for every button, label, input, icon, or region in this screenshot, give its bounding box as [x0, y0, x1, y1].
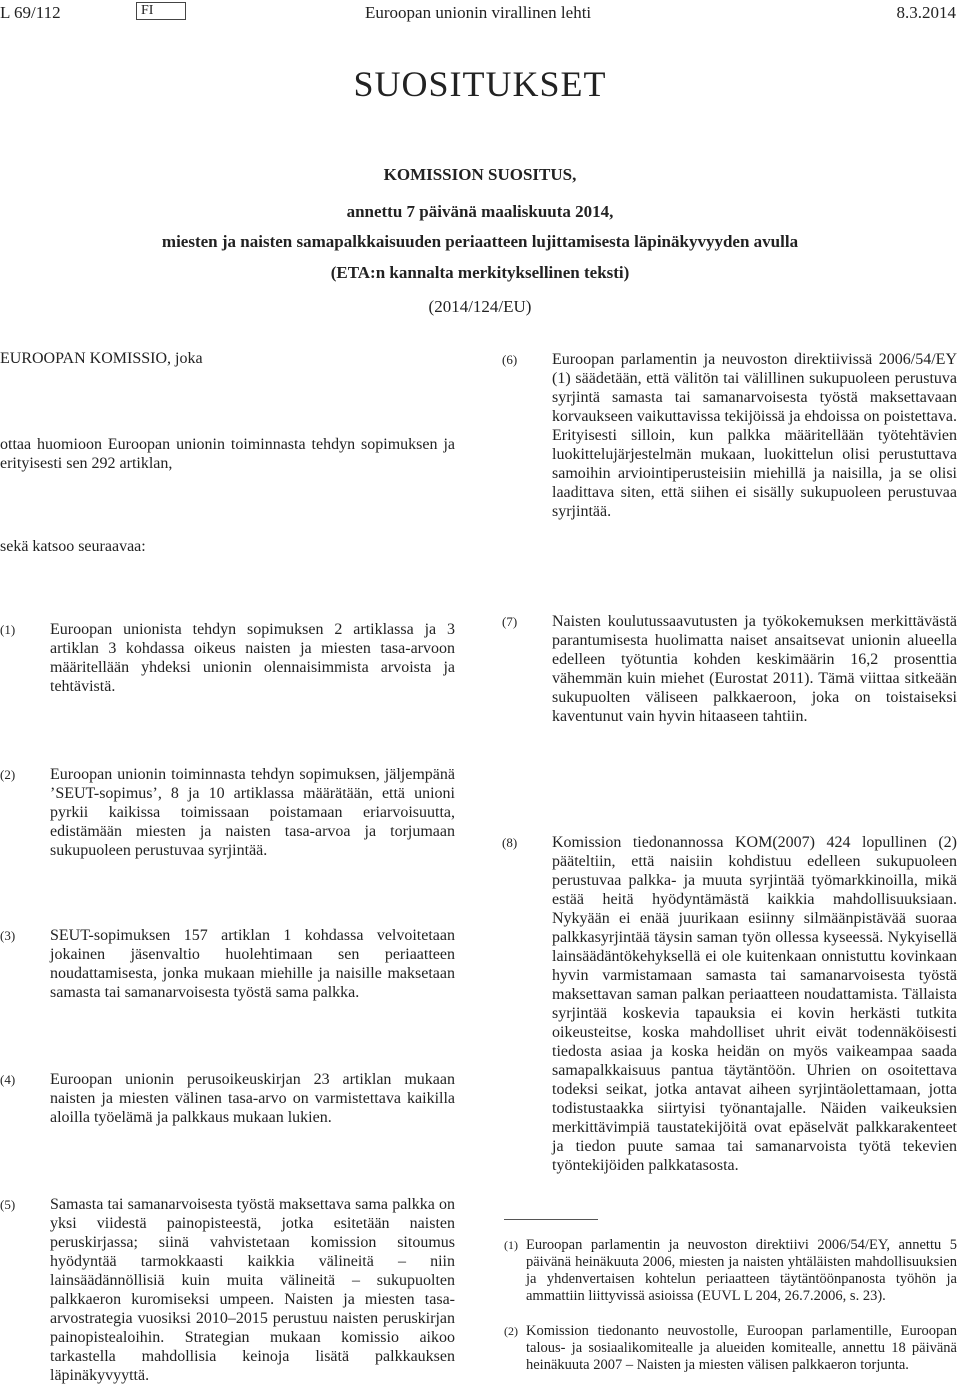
preamble-having-regard: ottaa huomioon Euroopan unionin toiminnasta tehdyn sopimuksen ja erityisesti sen 292 artiklan,	[0, 436, 455, 472]
preamble-author: EUROOPAN KOMISSIO, joka	[0, 350, 203, 367]
act-subject: miesten ja naisten samapalkkaisuuden periaatteen lujittamisesta läpinäkyvyyden avulla	[161, 232, 799, 251]
recital-text: Euroopan unionista tehdyn sopimuksen 2 artiklassa ja 3 artiklan 3 kohdassa oikeus naisten ja miesten tasa-arvoon määritellään yhdeksi unionin olennaisimmista arvoista ja tehtävistä.	[50, 621, 455, 695]
recital-number: (4)	[0, 1072, 16, 1087]
language-badge: FI	[136, 2, 186, 20]
act-reference: (2014/124/EU)	[428, 297, 532, 316]
footnote-text: Komission tiedonanto neuvostolle, Euroopan parlamentille, Euroopan talous- ja sosiaalikomitealle ja alueiden komitealle, annettu 18 päivänä heinäkuuta 2007 – Naisten ja miesten välisen palkkaeron torjunta.	[526, 1323, 957, 1373]
eea-relevance: (ETA:n kannalta merkityksellinen teksti)	[330, 263, 630, 282]
recital-text: Euroopan parlamentin ja neuvoston direktiivissä 2006/54/EY (1) säädetään, että välitön tai välillinen sukupuoleen perustuva syrjintä samasta tai samanarvoisesta työstä maksettavaan korvaukseen vaikuttavissa tekijöissä ja ehdoissa on poistettava. Erityisesti silloin, kun palkka määritellään työtehtävien luokittelujärjestelmän mukaan, luokittelun olisi perustuttava samoihin arviointiperusteisiin miehillä ja naisilla, ja se olisi laadittava siten, että siihen ei sisälly sukupuoleen perustuvaa syrjintää.	[552, 351, 957, 520]
recital-number: (7)	[502, 614, 518, 629]
recital-text: SEUT-sopimuksen 157 artiklan 1 kohdassa velvoitetaan jokainen jäsenvaltio huolehtimaan sen periaatteen noudattamisesta, jonka mukaan miehille ja naisille maksetaan samasta tai samanarvoisesta työstä sama palkka.	[50, 927, 455, 1001]
preamble-whereas: sekä katsoo seuraavaa:	[0, 538, 146, 555]
recital-number: (1)	[0, 622, 16, 637]
section-title: SUOSITUKSET	[353, 64, 607, 104]
recital-text: Euroopan unionin toiminnasta tehdyn sopimuksen, jäljempänä ’SEUT-sopimus’, 8 ja 10 artiklassa määrätään, että unioni pyrkii kaikissa toimissaan poistamaan eriarvoisuutta, edistämään miesten ja naisten tasa-arvoa ja torjumaan sukupuoleen perustuvaa syrjintää.	[50, 766, 455, 859]
page-header	[0, 0, 960, 30]
recital-text: Naisten koulutussaavutusten ja työkokemuksen merkittävästä parantumisesta huolimatta naiset ansaitsevat unionin alueella edelleen työtuntia kohden keskimäärin 16,2 prosenttia vähemmän kuin miehet (Eurostat 2011). Tämä viittaa sitkeään sukupuolten väliseen palkkaeroon, joka on toistaiseksi kaventunut vain hyvin hitaaseen tahtiin.	[552, 613, 957, 725]
recital-number: (6)	[502, 352, 518, 367]
recital-text: Komission tiedonannossa KOM(2007) 424 lopullinen (2) pääteltiin, että naisiin kohdistuu edelleen sukupuoleen perustuvaa palkka- ja muuta syrjintää työmarkkinoilla, mikä estää heitä hyödyntämästä kaikkia mahdollisuuksiaan. Nykyään ei enää juurikaan esiinny silmäänpistävää suoraa palkkasyrjintää täysin saman työn ollessa kyseessä. Nykyisellä lainsäädäntökehyksellä ei ole kuitenkaan onnistuttu kovinkaan hyvin varmistamaan samasta tai samanarvoisesta työstä maksettavan saman palkan periaatteen noudattamista. Tällaista syrjintää koskevia tapauksia ei kovin herkästi tutkita oikeusteitse, koska mahdolliset uhrit eivät todennäköisesti tiedosta asiaa ja koska heidän on myös vaikeampaa saada samapalkkaisuus pantua täytäntöön. Uhrien on osoitettava todeksi seikat, jotka antavat aiheen syrjintäolettamaan, jotta todistustaakka siirtyisi työnantajalle. Näiden vaikeuksien merkittävimpiä taustatekijöitä ovat epäselvät palkkarakenteet ja tiedon puute samaa tai samanarvoista työtä tekevien työntekijöiden palkkatasosta.	[552, 834, 957, 1174]
footnote-text: Euroopan parlamentin ja neuvoston direktiivi 2006/54/EY, annettu 5 päivänä heinäkuuta 2006, miesten ja naisten yhtäläisten mahdollisuuksien ja yhdenvertaisen kohtelun periaatteen täytäntöönpanosta työhön ja ammattiin liittyvissä asioissa (EUVL L 204, 26.7.2006, s. 23).	[526, 1237, 957, 1304]
recital-number: (3)	[0, 928, 16, 943]
footnote-number: (1)	[504, 1238, 518, 1252]
journal-reference: L 69/112	[0, 3, 61, 22]
recital-text: Euroopan unionin perusoikeuskirjan 23 artiklan mukaan naisten ja miesten välinen tasa-arvo on varmistettava kaikilla aloilla työelämä ja palkkaus mukaan lukien.	[50, 1071, 455, 1126]
footnote-number: (2)	[504, 1324, 518, 1338]
publication-date: 8.3.2014	[896, 3, 956, 22]
footnote-divider	[504, 1219, 598, 1220]
act-date: annettu 7 päivänä maaliskuuta 2014,	[346, 202, 614, 221]
journal-title: Euroopan unionin virallinen lehti	[365, 3, 592, 22]
recital-text: Samasta tai samanarvoisesta työstä maksettava sama palkka on yksi viidestä painopisteestä, jotka esitetään naisten peruskirjassa; siinä vahvistetaan komission sitoumus hyödyntää tarmokkaasti kaikkia välineitä – niin lainsäädännöllisiä kuin muita välineitä – sukupuolten palkkaeron kuromiseksi umpeen. Naisten ja miesten tasa-arvostrategia vuosiksi 2010–2015 perustuu naisten peruskirjan painopistealoihin. Strategian mukaan komissio aikoo tarkastella mahdollisia keinoja lisätä palkkauksen läpinäkyvyyttä.	[50, 1196, 455, 1384]
recital-number: (5)	[0, 1197, 16, 1212]
act-type: KOMISSION SUOSITUS,	[383, 165, 577, 184]
recital-number: (2)	[0, 767, 16, 782]
recital-number: (8)	[502, 835, 518, 850]
